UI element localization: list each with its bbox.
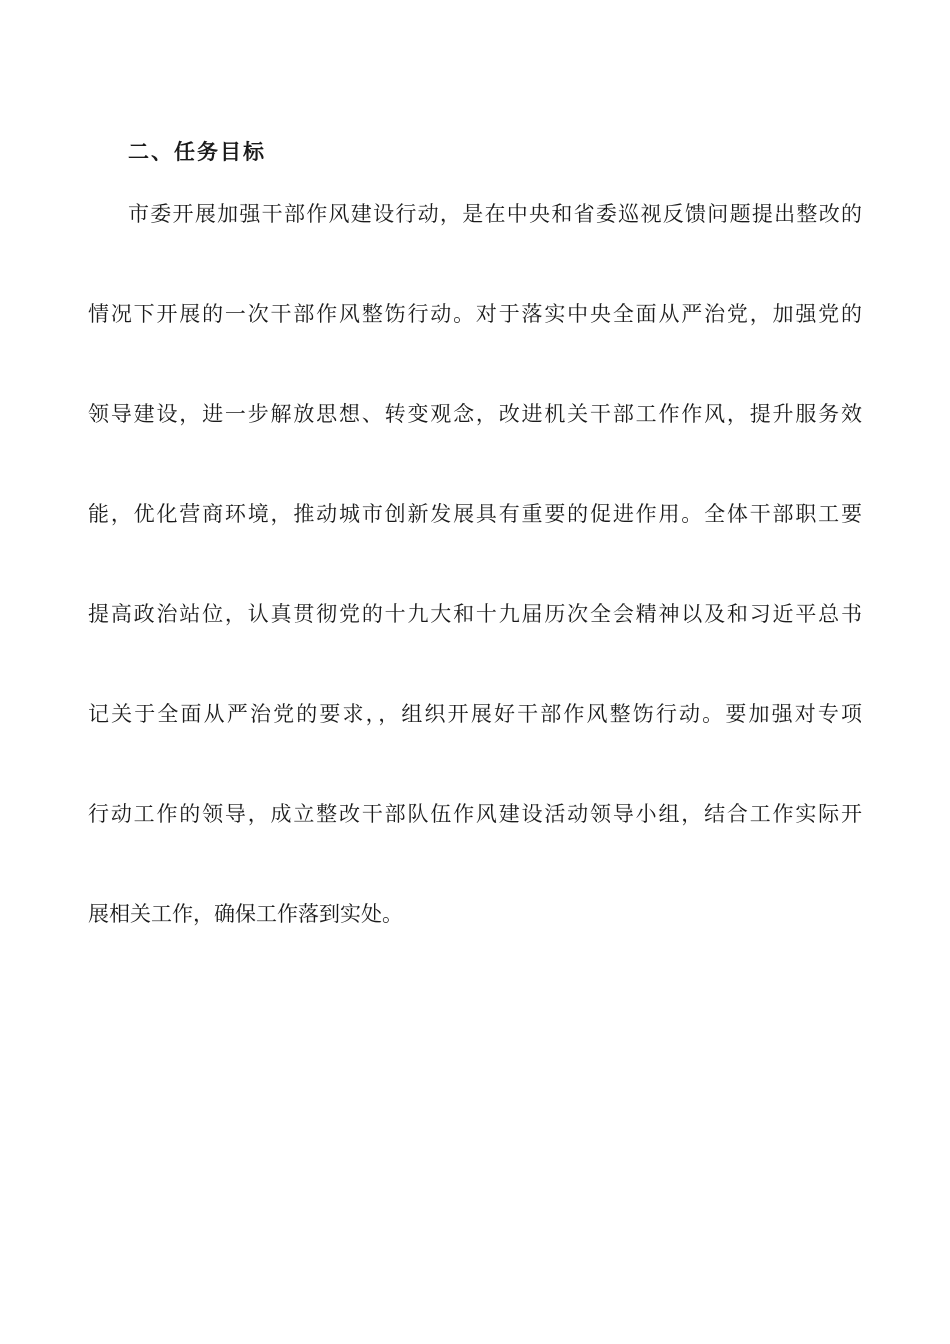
section-heading: 二、任务目标 [128,140,266,164]
paragraph-line: 行动工作的领导，成立整改干部队伍作风建设活动领导小组，结合工作实际开 [88,802,862,826]
paragraph-line: 市委开展加强干部作风建设行动，是在中央和省委巡视反馈问题提出整改的 [128,202,862,226]
paragraph-line: 记关于全面从严治党的要求，，组织开展好干部作风整饬行动。要加强对专项 [88,702,862,726]
paragraph-line: 情况下开展的一次干部作风整饬行动。对于落实中央全面从严治党，加强党的 [88,302,862,326]
paragraph-line: 领导建设，进一步解放思想、转变观念，改进机关干部工作作风，提升服务效 [88,402,862,426]
paragraph-line: 展相关工作，确保工作落到实处。 [88,902,403,926]
paragraph-line: 提高政治站位，认真贯彻党的十九大和十九届历次全会精神以及和习近平总书 [88,602,862,626]
paragraph-line: 能，优化营商环境，推动城市创新发展具有重要的促进作用。全体干部职工要 [88,502,862,526]
